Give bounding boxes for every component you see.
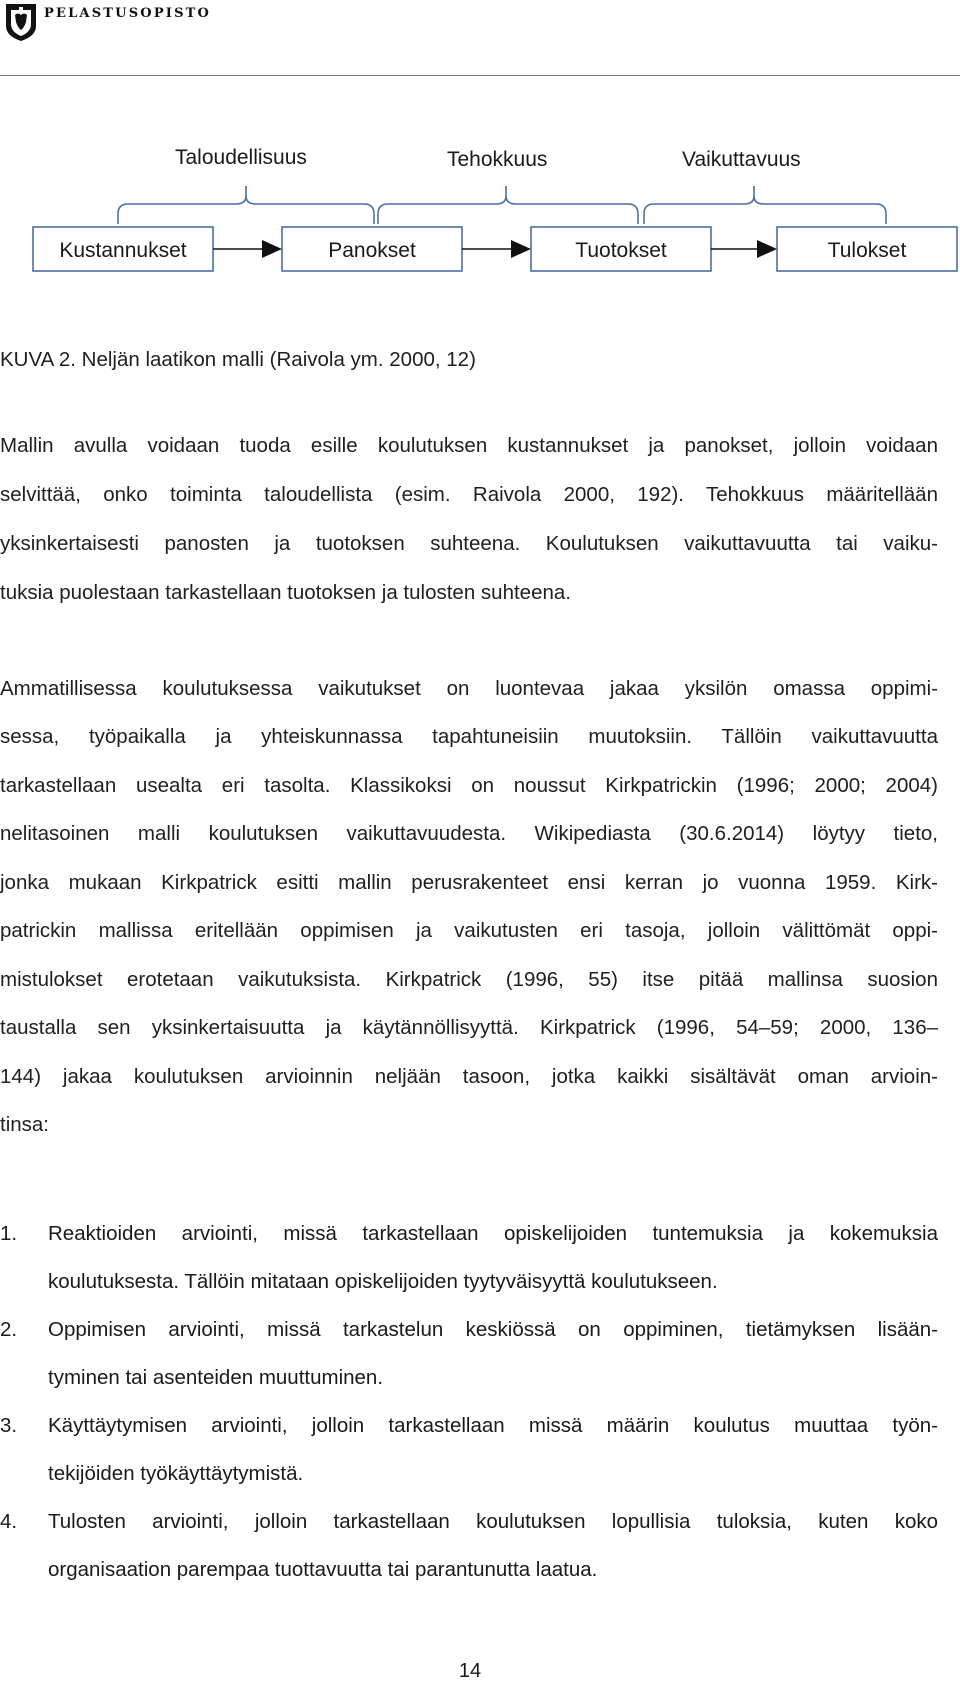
paragraph-line: selvittää, onko toiminta taloudellista (esim. Raivola 2000, 192). Tehokkuus määritellään [0,483,938,506]
figure-caption: KUVA 2. Neljän laatikon malli (Raivola ym. 2000, 12) [0,348,476,371]
box-label-tulokset: Tulokset [827,239,907,262]
arrow-1 [213,240,282,258]
paragraph-line: mistulokset erotetaan vaikutuksista. Kirkpatrick (1996, 55) itse pitää mallinsa suosion [0,968,938,991]
paragraph-line: Mallin avulla voidaan tuoda esille koulutuksen kustannukset ja panokset, jolloin voidaan [0,434,938,457]
arrow-3 [711,240,777,258]
list-number: 2. [0,1318,18,1341]
page-number: 14 [458,1660,482,1682]
paragraph-line: patrickin mallissa eritellään oppimisen ja vaikutusten eri tasoja, jolloin välittömät oppi- [0,919,938,942]
paragraph-line: tarkastellaan usealta eri tasolta. Klassikoksi on noussut Kirkpatrickin (1996; 2000; 2004) [0,774,938,797]
list-number: 1. [0,1222,18,1245]
paragraph-line: taustalla sen yksinkertaisuutta ja käytännöllisyyttä. Kirkpatrick (1996, 54–59; 2000, 136– [0,1016,938,1039]
list-line: Oppimisen arviointi, missä tarkastelun keskiössä on oppiminen, tietämyksen lisään- [48,1318,938,1341]
list-line: tekijöiden työkäyttäytymistä. [48,1462,304,1485]
four-box-diagram [0,130,960,300]
concept-taloudellisuus: Taloudellisuus [175,146,307,169]
paragraph-line: tinsa: [0,1113,49,1136]
paragraph-line: 144) jakaa koulutuksen arvioinnin neljään tasoon, jotka kaikki sisältävät oman arvioin- [0,1065,938,1088]
list-line: organisaation parempaa tuottavuutta tai parantunutta laatua. [48,1558,598,1581]
box-label-kustannukset: Kustannukset [59,239,187,262]
box-label-panokset: Panokset [328,239,416,262]
arrow-2 [462,240,531,258]
shield-lion-logo [4,2,38,42]
box-label-tuotokset: Tuotokset [575,239,667,262]
brace-vaikuttavuus [644,186,886,224]
list-line: Käyttäytymisen arviointi, jolloin tarkastellaan missä määrin koulutus muuttaa työn- [48,1414,938,1437]
paragraph-line: tuksia puolestaan tarkastellaan tuotoksen ja tulosten suhteena. [0,581,571,604]
paragraph-line: sessa, työpaikalla ja yhteiskunnassa tapahtuneisiin muutoksiin. Tällöin vaikuttavuutta [0,725,938,748]
paragraph-line: Ammatillisessa koulutuksessa vaikutukset on luontevaa jakaa yksilön omassa oppimi- [0,677,938,700]
header-divider [0,75,960,76]
list-number: 3. [0,1414,18,1437]
paragraph-line: jonka mukaan Kirkpatrick esitti mallin perusrakenteet ensi kerran jo vuonna 1959. Kirk- [0,871,938,894]
list-number: 4. [0,1510,18,1533]
page-header [0,0,960,78]
paragraph-line: nelitasoinen malli koulutuksen vaikuttavuudesta. Wikipediasta (30.6.2014) löytyy tieto, [0,822,938,845]
org-name: PELASTUSOPISTO [44,6,212,21]
list-line: Tulosten arviointi, jolloin tarkastellaan koulutuksen lopullisia tuloksia, kuten koko [48,1510,938,1533]
concept-vaikuttavuus: Vaikuttavuus [682,148,801,171]
list-line: koulutuksesta. Tällöin mitataan opiskelijoiden tyytyväisyyttä koulutukseen. [48,1270,718,1293]
paragraph-line: yksinkertaisesti panosten ja tuotoksen suhteena. Koulutuksen vaikuttavuutta tai vaiku- [0,532,938,555]
concept-tehokkuus: Tehokkuus [447,148,548,171]
list-line: tyminen tai asenteiden muuttuminen. [48,1366,384,1389]
brace-taloudellisuus [118,186,374,224]
brace-tehokkuus [378,186,638,224]
list-line: Reaktioiden arviointi, missä tarkastellaan opiskelijoiden tuntemuksia ja kokemuksia [48,1222,938,1245]
